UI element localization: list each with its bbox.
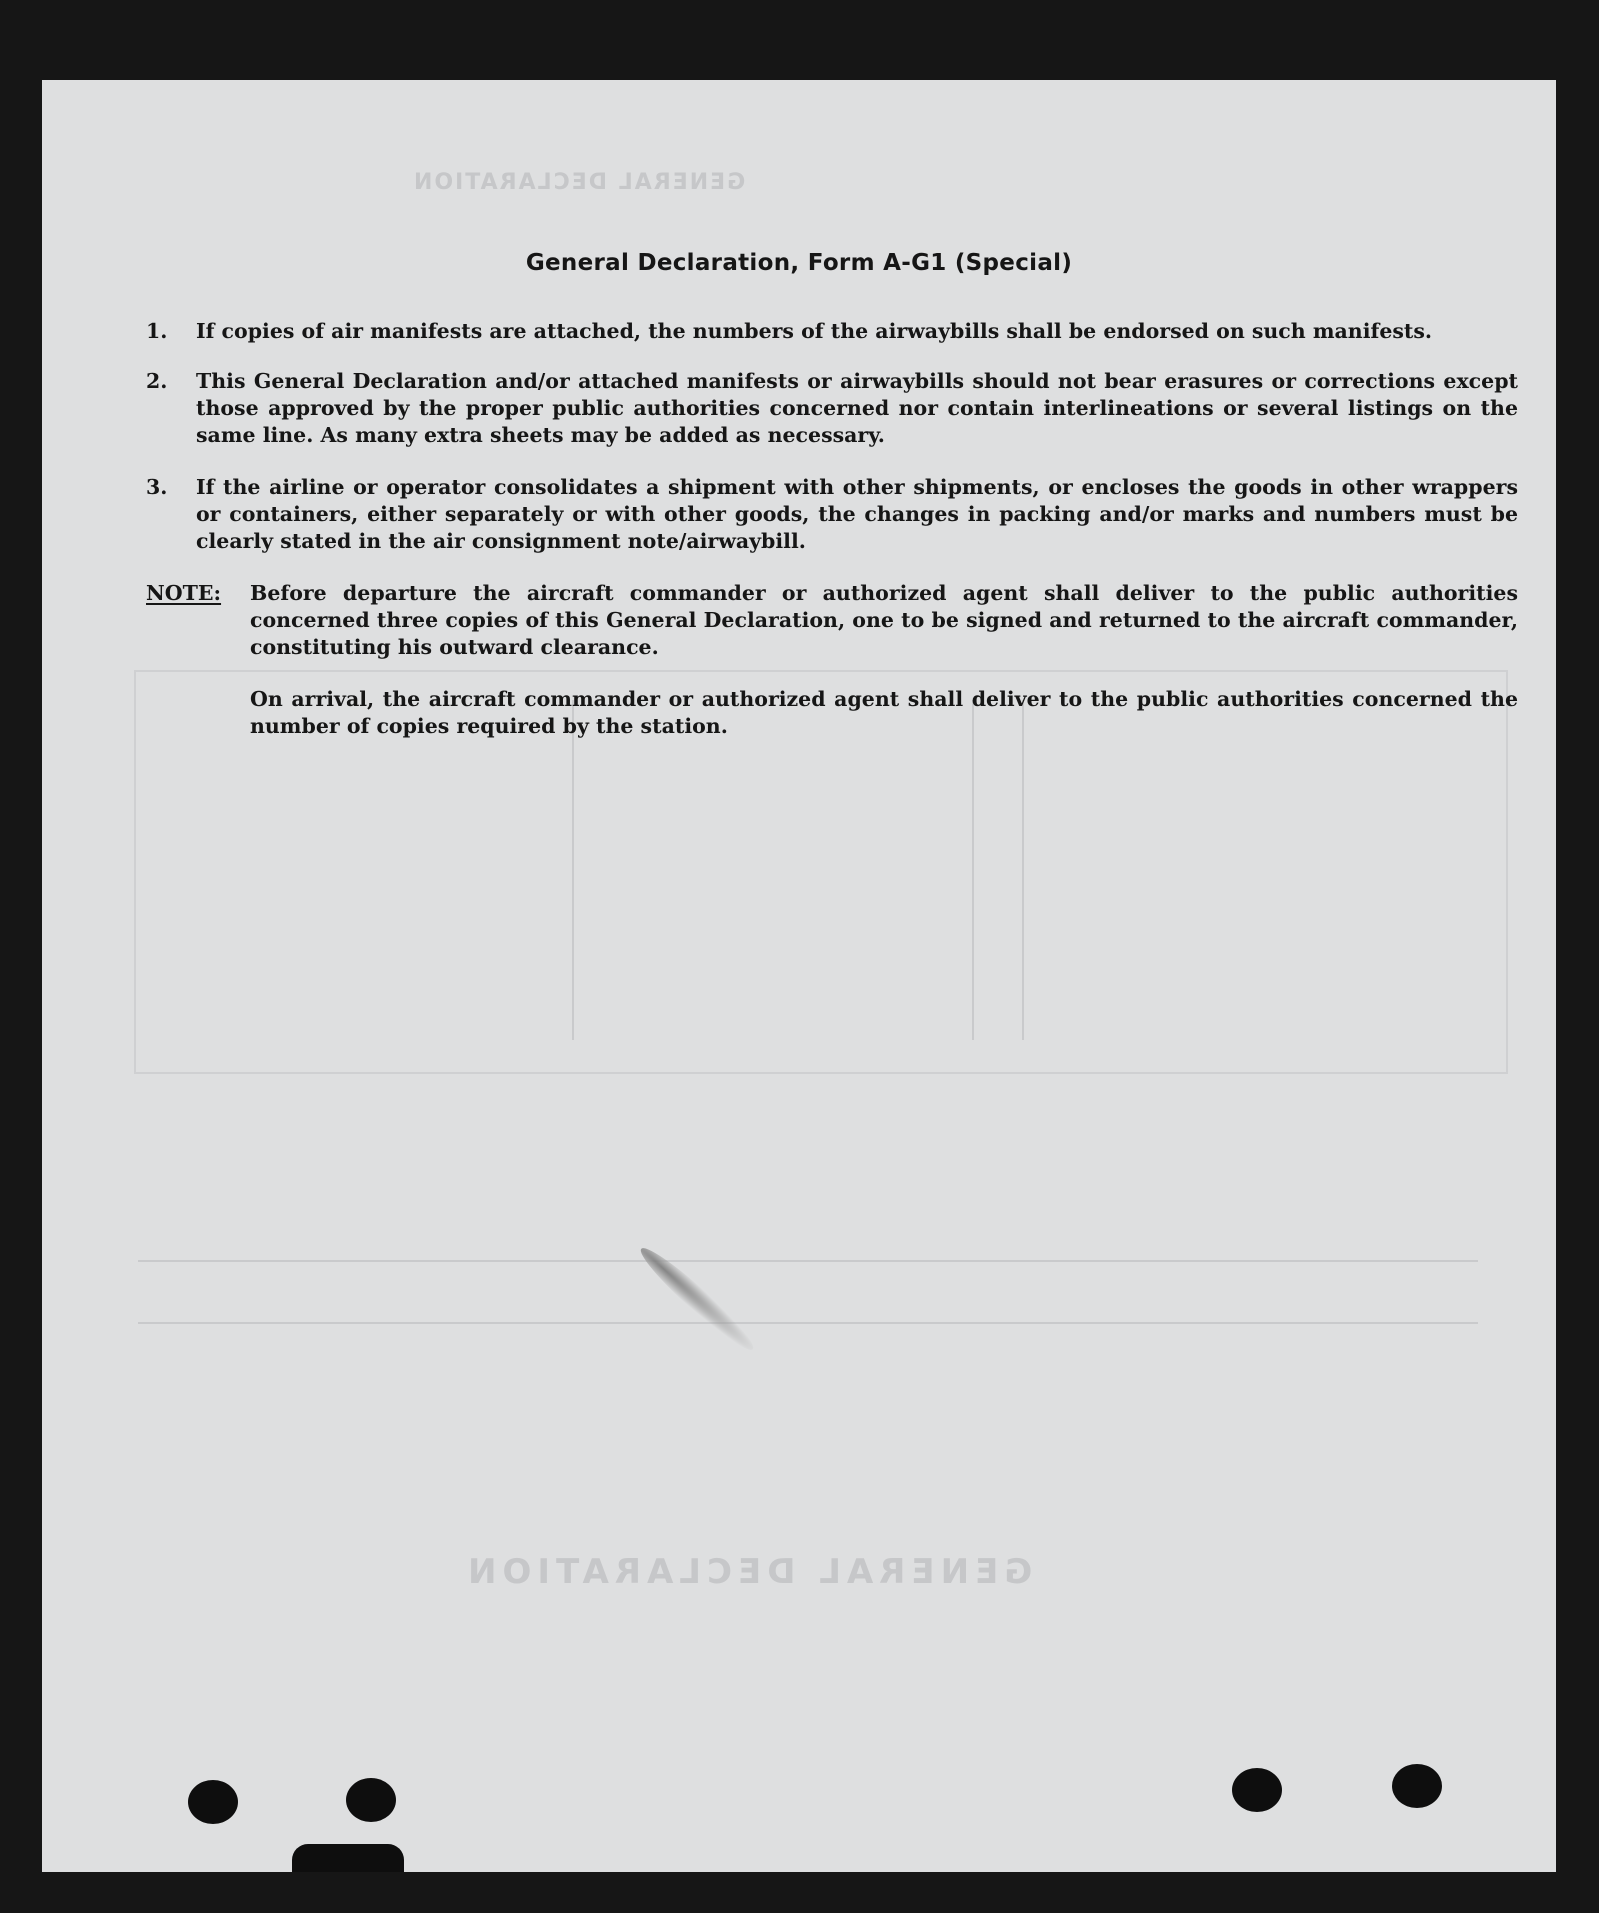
item-number: 3. [146, 475, 168, 499]
binder-hole [346, 1778, 396, 1822]
instruction-item [146, 318, 1518, 345]
show-through-heading: GENERAL DECLARATION [462, 1552, 1033, 1592]
note-block [146, 686, 1518, 740]
item-number: 2. [146, 369, 168, 393]
show-through-rule [572, 700, 574, 1040]
show-through-rule [1022, 700, 1024, 1040]
note-paragraph: Before departure the aircraft commander or authorized agent shall deliver to the public authorities concerned three copies of this General Declaration, one to be signed and returned to the aircraft commander, constituting his outward clearance. [250, 581, 1518, 659]
instruction-item [146, 368, 1518, 449]
show-through-rule [972, 700, 974, 1040]
binder-hole [1392, 1764, 1442, 1808]
note-paragraph: On arrival, the aircraft commander or authorized agent shall deliver to the public authorities concerned the number of copies required by the station. [250, 687, 1518, 738]
document-page [42, 80, 1556, 1872]
show-through-rule [138, 1260, 1478, 1262]
note-block [146, 580, 1518, 661]
binder-hole [1232, 1768, 1282, 1812]
show-through-rule [138, 1322, 1478, 1324]
note-label: NOTE: [146, 581, 222, 605]
page-title: General Declaration, Form A-G1 (Special) [525, 250, 1073, 276]
binder-hole [188, 1780, 238, 1824]
binder-tab [292, 1844, 404, 1872]
item-text: If copies of air manifests are attached, the numbers of the airwaybills shall be endorsed on such manifests. [196, 319, 1433, 343]
instruction-item [146, 474, 1518, 555]
item-text: This General Declaration and/or attached manifests or airwaybills should not bear erasures or corrections except those approved by the proper public authorities concerned nor contain interlineations or several listings on the same line. As many extra sheets may be added as necessary. [196, 369, 1518, 447]
item-number: 1. [146, 319, 168, 343]
show-through-heading: GENERAL DECLARATION [412, 170, 746, 195]
ink-smudge [634, 1241, 760, 1358]
item-text: If the airline or operator consolidates a shipment with other shipments, or encloses the goods in other wrappers or containers, either separately or with other goods, the changes in packing and/or marks and numbers must be clearly stated in the air consignment note/airwaybill. [196, 475, 1518, 553]
